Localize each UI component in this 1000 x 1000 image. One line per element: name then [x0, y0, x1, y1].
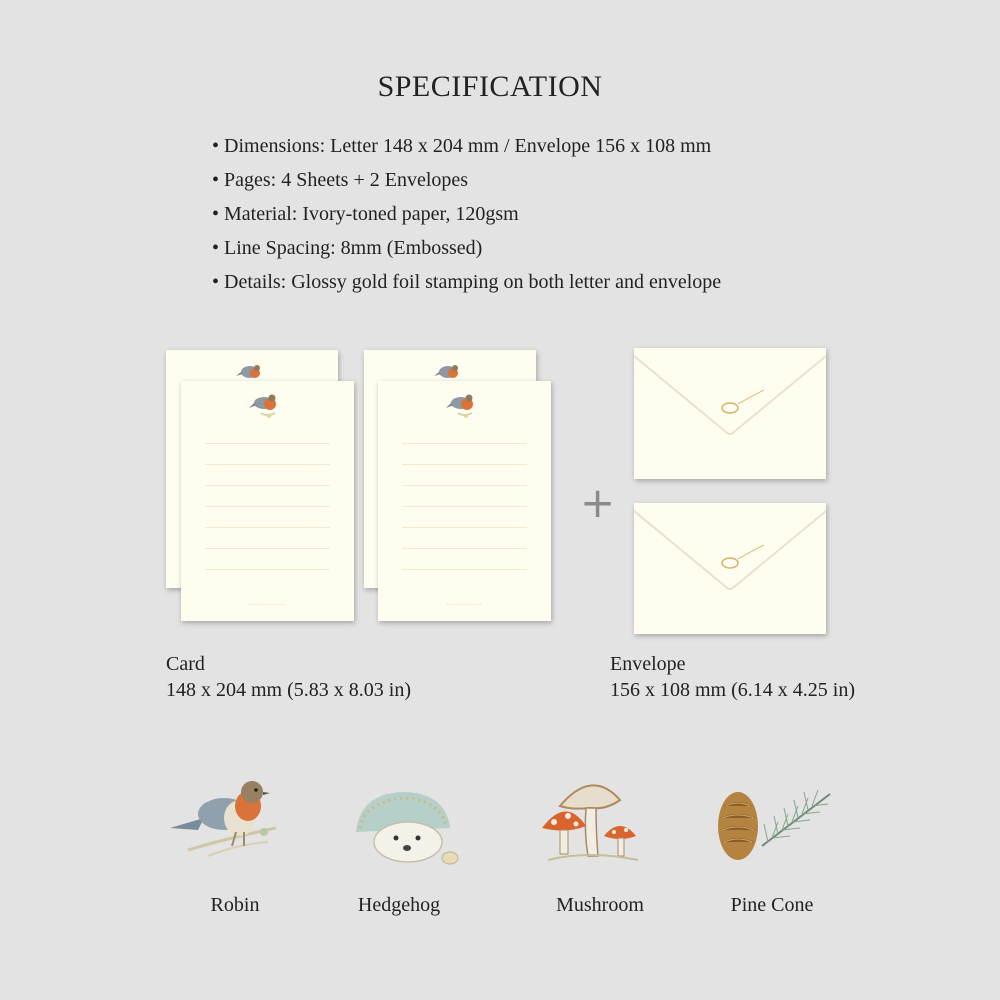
gold-signature: ~~~~~~~~~~ [248, 603, 287, 608]
envelope-label: Envelope [610, 653, 686, 675]
robin-stamp-icon [236, 362, 266, 382]
envelope-caption [610, 651, 855, 703]
envelope-flap-icon [634, 503, 826, 634]
mushroom-icon [538, 770, 642, 868]
page-title: SPECIFICATION [377, 70, 603, 103]
robin-stamp-icon [434, 362, 464, 382]
spec-details: • Details: Glossy gold foil stamping on both letter and envelope [212, 268, 721, 302]
illustration-label-pine-cone: Pine Cone [730, 894, 814, 916]
robin-stamp-icon [249, 391, 283, 421]
envelope-1 [634, 348, 826, 479]
hedgehog-icon [350, 782, 466, 874]
illustration-label-robin: Robin [210, 894, 260, 916]
card-size: 148 x 204 mm (5.83 x 8.03 in) [166, 679, 411, 701]
robin-stamp-icon [446, 391, 480, 421]
card-label: Card [166, 653, 205, 675]
robin-icon [168, 772, 284, 868]
spec-list [212, 132, 721, 302]
embossed-lines [205, 443, 330, 581]
card-sheet-front-2 [378, 381, 551, 621]
gold-bird-stamp-icon [722, 390, 764, 413]
gold-bird-stamp-icon [722, 545, 764, 568]
illustration-label-mushroom: Mushroom [556, 894, 644, 916]
envelope-size: 156 x 108 mm (6.14 x 4.25 in) [610, 679, 855, 701]
envelope-2 [634, 503, 826, 634]
embossed-lines [402, 443, 527, 581]
spec-pages: • Pages: 4 Sheets + 2 Envelopes [212, 166, 721, 200]
spec-dimensions: • Dimensions: Letter 148 x 204 mm / Envelope 156 x 108 mm [212, 132, 721, 166]
card-sheet-front-1 [181, 381, 354, 621]
gold-signature: ~~~~~~~~~~ [445, 603, 484, 608]
pine-cone-icon [712, 776, 836, 868]
plus-sign: + [580, 478, 616, 527]
envelope-flap-icon [634, 348, 826, 479]
spec-line-spacing: • Line Spacing: 8mm (Embossed) [212, 234, 721, 268]
spec-material: • Material: Ivory-toned paper, 120gsm [212, 200, 721, 234]
illustration-label-hedgehog: Hedgehog [357, 894, 441, 916]
card-caption [166, 651, 411, 703]
